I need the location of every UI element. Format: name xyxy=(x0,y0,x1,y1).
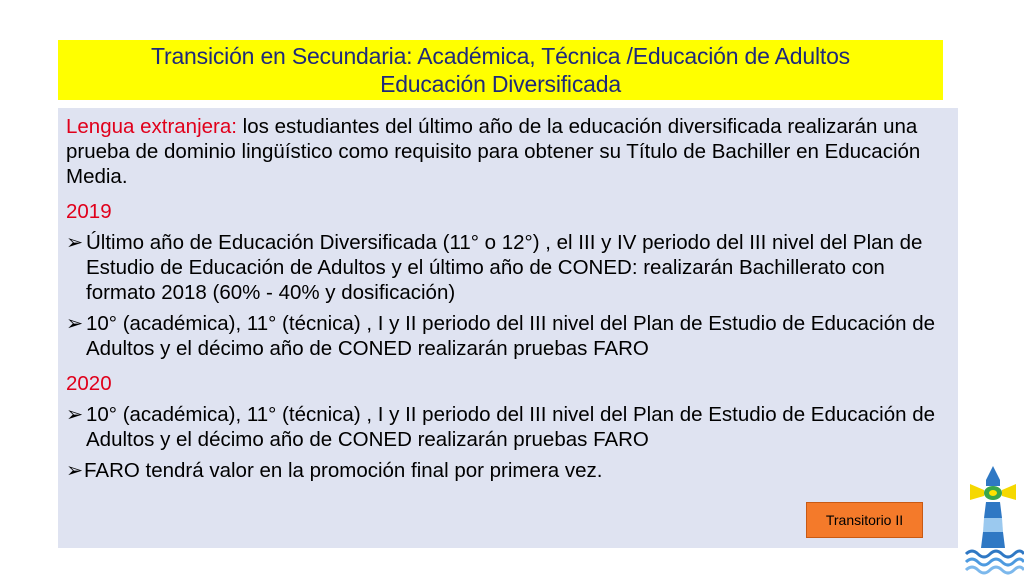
list-item-text: 10° (académica), 11° (técnica) , I y II periodo del III nivel del Plan de Estudio de Educación de Adultos y el décimo año de CONED realizarán pruebas FARO xyxy=(86,403,936,451)
intro-paragraph xyxy=(66,114,946,189)
slide-title-line-2: Educación Diversificada xyxy=(380,71,621,97)
intro-text: los estudiantes del último año de la educación diversificada realizarán una prueba de dominio lingüístico como requisito para obtener su Título de Bachiller en Educación Media. xyxy=(66,115,921,188)
arrow-bullet-icon: ➢ xyxy=(66,312,84,335)
intro-label: Lengua extranjera: xyxy=(66,115,237,138)
list-item xyxy=(66,311,946,361)
slide-title xyxy=(58,40,943,100)
arrow-bullet-icon: ➢ xyxy=(66,459,84,482)
content-text xyxy=(66,114,946,483)
list-item-text: FARO tendrá valor en la promoción final por primera vez. xyxy=(84,459,603,482)
year-heading-2019: 2019 xyxy=(66,200,112,223)
transitorio-badge[interactable]: Transitorio II xyxy=(806,502,923,538)
arrow-bullet-icon: ➢ xyxy=(66,403,84,426)
slide-title-line-1: Transición en Secundaria: Académica, Técnica /Educación de Adultos xyxy=(151,43,850,69)
lighthouse-logo-icon xyxy=(962,460,1024,576)
list-item xyxy=(66,402,946,452)
year-heading-2020: 2020 xyxy=(66,372,112,395)
arrow-bullet-icon: ➢ xyxy=(66,231,84,254)
list-item xyxy=(66,458,946,483)
content-panel xyxy=(58,108,958,548)
list-item-text: Último año de Educación Diversificada (11° o 12°) , el III y IV periodo del III nivel del Plan de Estudio de Educación de Adultos y el último año de CONED: realizarán Bachillerato con formato 2018 (60% - 40% y dosificación) xyxy=(86,231,923,304)
list-item xyxy=(66,230,946,305)
list-item-text: 10° (académica), 11° (técnica) , I y II periodo del III nivel del Plan de Estudio de Educación de Adultos y el décimo año de CONED realizarán pruebas FARO xyxy=(86,312,936,360)
